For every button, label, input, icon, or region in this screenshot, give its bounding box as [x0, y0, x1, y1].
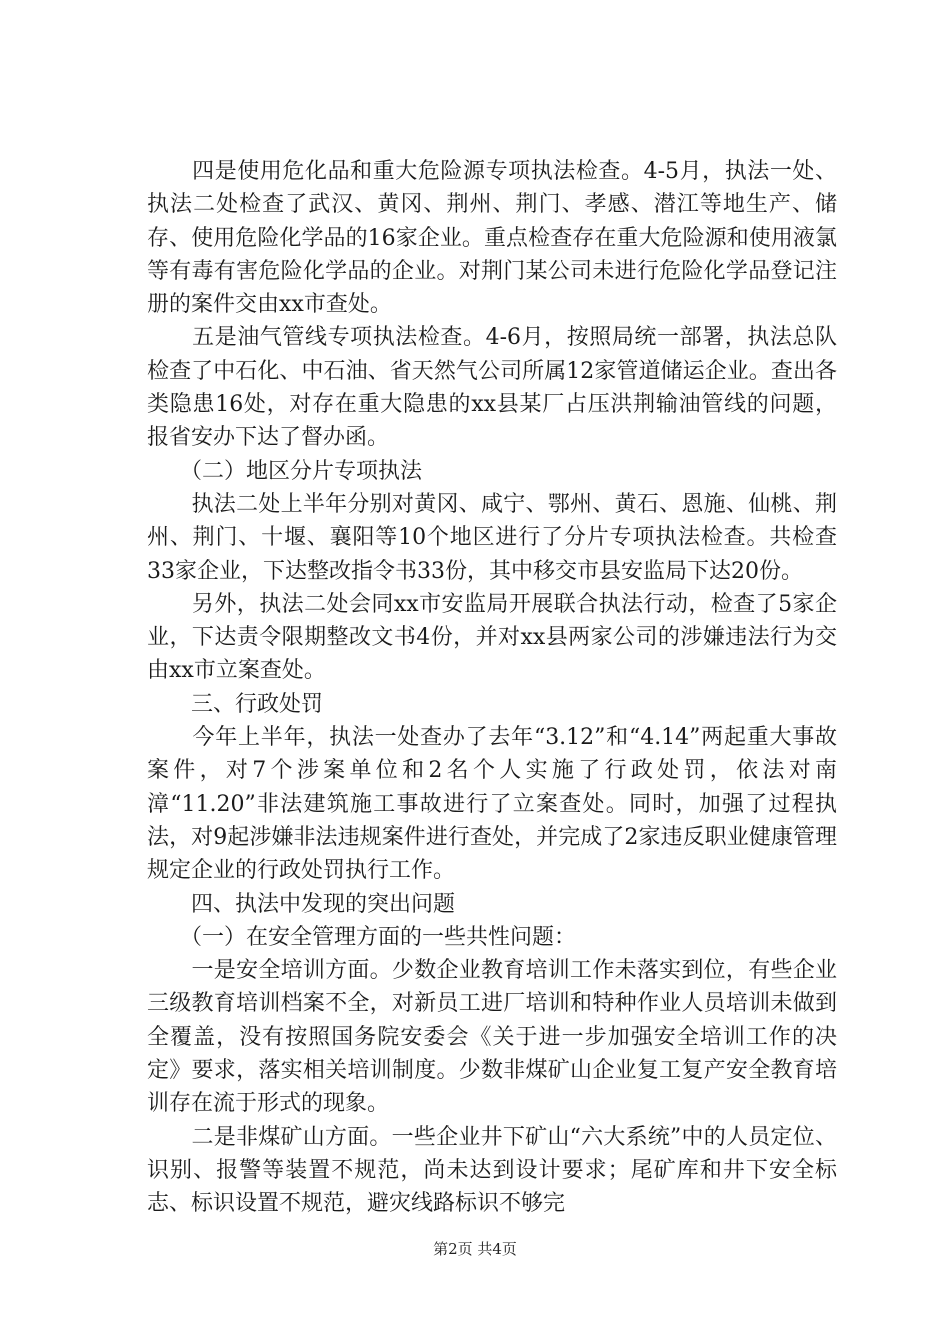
paragraph-administrative-penalty: 今年上半年，执法一处查办了去年“3.12”和“4.14”两起重大事故案件，对7个涉案单位和2名个人实施了行政处罚，依法对南漳“11.20”非法建筑施工事故进行了立案查处。同时，加强了过程执法，对9起涉嫌非法违规案件进行查处，并完成了2家违反职业健康管理规定企业的行政处罚执行工作。 [147, 725, 837, 884]
section-heading-regional-enforcement: （二）地区分片专项执法 [147, 458, 423, 484]
paragraph-safety-training: 一是安全培训方面。少数企业教育培训工作未落实到位，有些企业三级教育培训档案不全，对新员工进厂培训和特种作业人员培训未做到全覆盖，没有按照国务院安委会《关于进一步加强安全培训工作的决定》要求，落实相关培训制度。少数非煤矿山企业复工复产安全教育培训存在流于形式的现象。 [147, 958, 837, 1117]
paragraph-hazardous-chemicals-inspection: 四是使用危化品和重大危险源专项执法检查。4-5月，执法一处、执法二处检查了武汉、黄冈、荆州、荆门、孝感、潜江等地生产、储存、使用危险化学品的16家企业。重点检查存在重大危险源和使用液氯等有毒有害危险化学品的企业。对荆门某公司未进行危险化学品登记注册的案件交由xx市查处。 [147, 159, 837, 318]
paragraph-regional-enforcement: 执法二处上半年分别对黄冈、咸宁、鄂州、黄石、恩施、仙桃、荆州、荆门、十堰、襄阳等10个地区进行了分片专项执法检查。共检查33家企业，下达整改指令书33份，其中移交市县安监局下达20份。 [147, 491, 837, 584]
section-heading-common-issues: （一）在安全管理方面的一些共性问题： [147, 924, 577, 950]
paragraph-pipeline-inspection: 五是油气管线专项执法检查。4-6月，按照局统一部署，执法总队检查了中石化、中石油、省天然气公司所属12家管道储运企业。查出各类隐患16处，对存在重大隐患的xx县某厂占压洪荆输油管线的问题，报省安办下达了督办函。 [147, 325, 837, 451]
page-number-footer: 第2页 共4页 [433, 1240, 517, 1258]
section-heading-administrative-penalty: 三、行政处罚 [147, 691, 324, 717]
section-heading-prominent-issues: 四、执法中发现的突出问题 [147, 891, 456, 917]
document-body [147, 155, 837, 1221]
paragraph-non-coal-mines: 二是非煤矿山方面。一些企业井下矿山“六大系统”中的人员定位、识别、报警等装置不规范，尚未达到设计要求；尾矿库和井下安全标志、标识设置不规范，避灾线路标识不够完 [147, 1124, 837, 1217]
paragraph-joint-enforcement: 另外，执法二处会同xx市安监局开展联合执法行动，检查了5家企业，下达责令限期整改文书4份，并对xx县两家公司的涉嫌违法行为交由xx市立案查处。 [147, 591, 837, 684]
